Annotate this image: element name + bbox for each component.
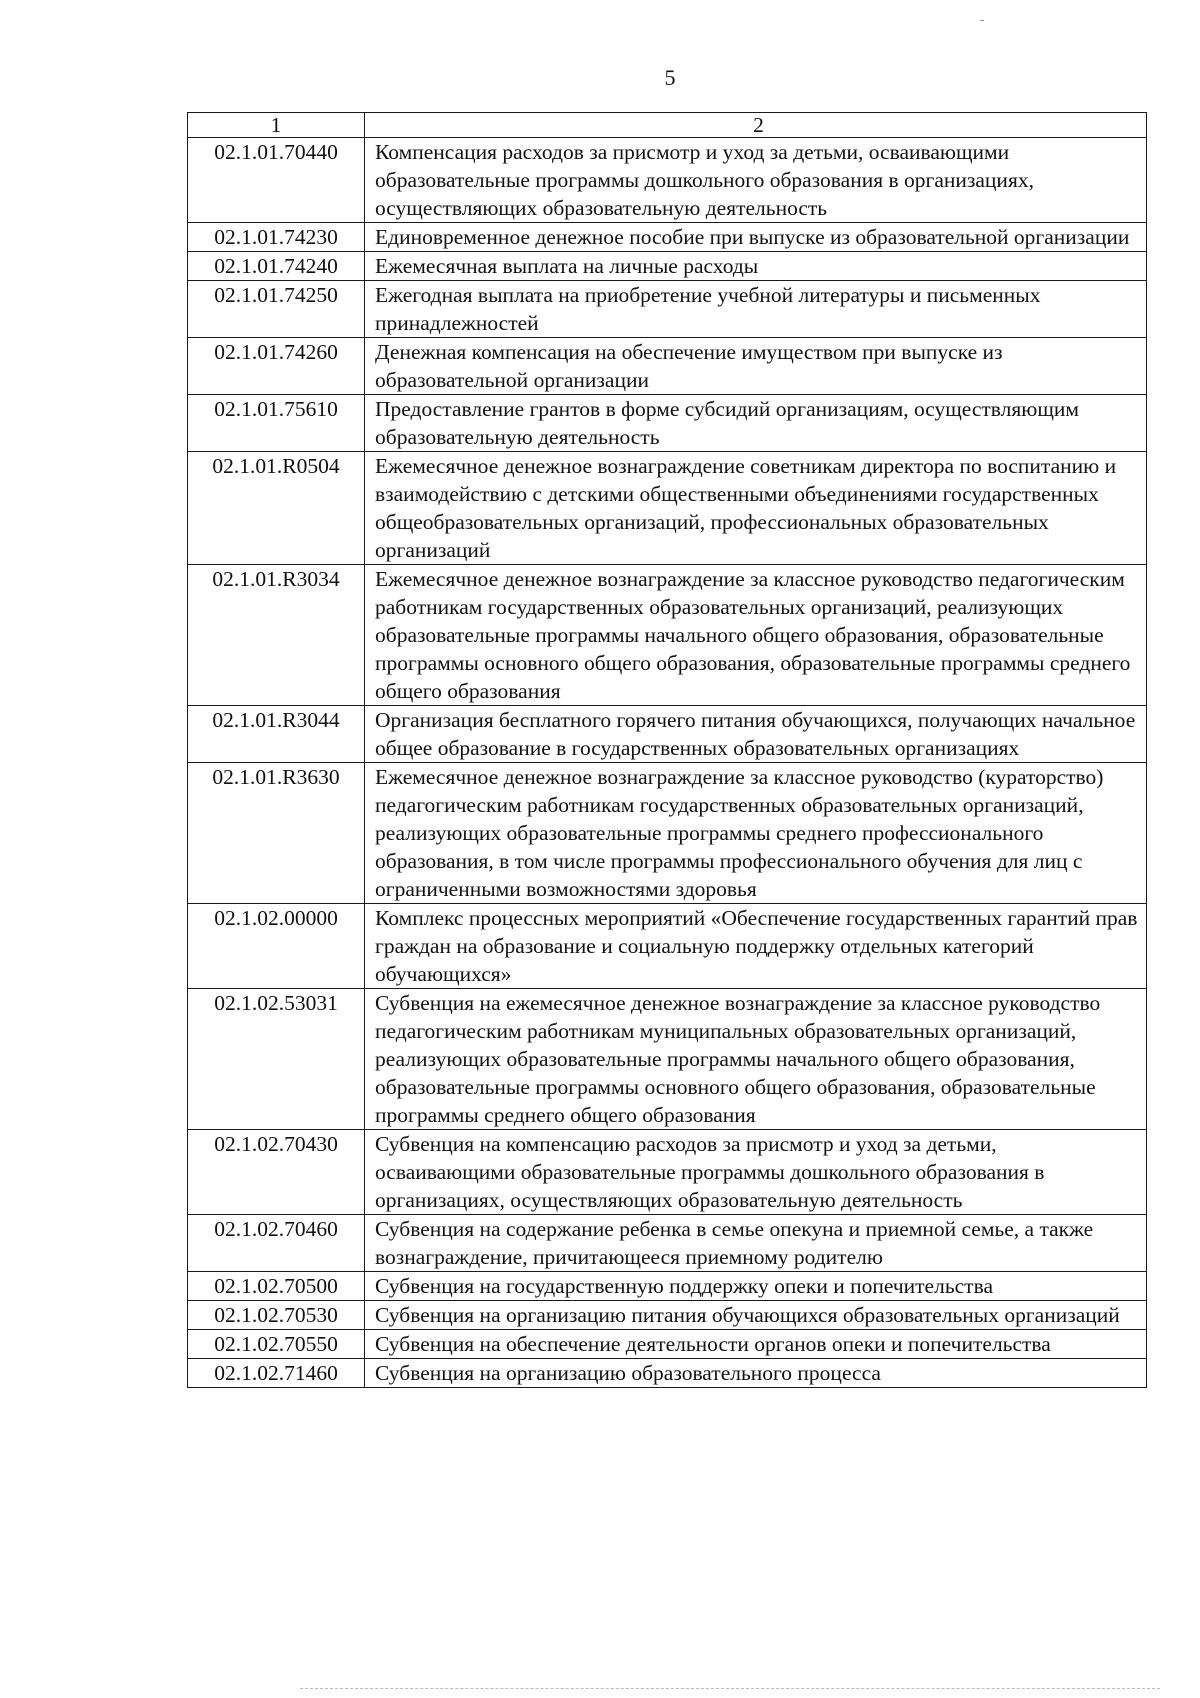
- table-row: [188, 1330, 1147, 1359]
- table-row: [188, 565, 1147, 706]
- cell-code: 02.1.02.70500: [188, 1272, 365, 1301]
- cell-code: 02.1.02.70550: [188, 1330, 365, 1359]
- cell-name: Субвенция на содержание ребенка в семье опекуна и приемной семье, а также вознаграждение, причитающееся приемному родителю: [365, 1215, 1147, 1272]
- cell-name: Ежемесячное денежное вознаграждение советникам директора по воспитанию и взаимодействию с детскими общественными объединениями государственных общеобразовательных организаций, профессиональных образовательных организаций: [365, 452, 1147, 565]
- table-row: [188, 223, 1147, 252]
- cell-code: 02.1.01.74240: [188, 252, 365, 281]
- cell-name: Субвенция на ежемесячное денежное вознаграждение за классное руководство педагогическим работникам муниципальных образовательных организаций, реализующих образовательные программы начального общего образования, образовательные программы основного общего образования, образовательные программы среднего общего образования: [365, 989, 1147, 1130]
- cell-code: 02.1.01.75610: [188, 395, 365, 452]
- table-row: [188, 1130, 1147, 1215]
- cell-name: Компенсация расходов за присмотр и уход за детьми, осваивающими образовательные программы дошкольного образования в организациях, осуществляющих образовательную деятельность: [365, 138, 1147, 223]
- table-row: [188, 989, 1147, 1130]
- cell-code: 02.1.02.70430: [188, 1130, 365, 1215]
- table-row: [188, 706, 1147, 763]
- table-body: [188, 113, 1147, 1388]
- cell-name: Субвенция на организацию образовательного процесса: [365, 1359, 1147, 1388]
- cell-name: Ежемесячное денежное вознаграждение за классное руководство (кураторство) педагогическим работникам государственных образовательных организаций, реализующих образовательные программы среднего профессионального образования, в том числе программы профессионального обучения для лиц с ограниченными возможностями здоровья: [365, 763, 1147, 904]
- table-row: [188, 281, 1147, 338]
- cell-name: Организация бесплатного горячего питания обучающихся, получающих начальное общее образование в государственных образовательных организациях: [365, 706, 1147, 763]
- table-row: [188, 338, 1147, 395]
- table-row: [188, 1215, 1147, 1272]
- table-row: [188, 1272, 1147, 1301]
- scan-artifact: [980, 20, 984, 21]
- cell-name: Ежегодная выплата на приобретение учебной литературы и письменных принадлежностей: [365, 281, 1147, 338]
- cell-name: Ежемесячная выплата на личные расходы: [365, 252, 1147, 281]
- cell-code: 02.1.01.70440: [188, 138, 365, 223]
- table-row: [188, 452, 1147, 565]
- cell-code: 02.1.01.R3630: [188, 763, 365, 904]
- header-cell-code: 1: [188, 113, 365, 138]
- cell-name: Субвенция на государственную поддержку опеки и попечительства: [365, 1272, 1147, 1301]
- cell-code: 02.1.01.R3044: [188, 706, 365, 763]
- cell-code: 02.1.02.71460: [188, 1359, 365, 1388]
- cell-code: 02.1.02.53031: [188, 989, 365, 1130]
- table-row: [188, 1301, 1147, 1330]
- cell-code: 02.1.01.74250: [188, 281, 365, 338]
- cell-code: 02.1.02.00000: [188, 904, 365, 989]
- cell-name: Субвенция на организацию питания обучающихся образовательных организаций: [365, 1301, 1147, 1330]
- table-row: [188, 395, 1147, 452]
- cell-code: 02.1.01.R3034: [188, 565, 365, 706]
- cell-name: Единовременное денежное пособие при выпуске из образовательной организации: [365, 223, 1147, 252]
- scan-artifact-bottom: [300, 1688, 1160, 1691]
- table-row: [188, 138, 1147, 223]
- table-row: [188, 763, 1147, 904]
- table-row: [188, 1359, 1147, 1388]
- cell-code: 02.1.02.70460: [188, 1215, 365, 1272]
- budget-classification-table: [187, 112, 1147, 1388]
- cell-code: 02.1.02.70530: [188, 1301, 365, 1330]
- cell-name: Денежная компенсация на обеспечение имуществом при выпуске из образовательной организации: [365, 338, 1147, 395]
- cell-name: Ежемесячное денежное вознаграждение за классное руководство педагогическим работникам государственных образовательных организаций, реализующих образовательные программы начального общего образования, образовательные программы основного общего образования, образовательные программы среднего общего образования: [365, 565, 1147, 706]
- cell-name: Предоставление грантов в форме субсидий организациям, осуществляющим образовательную деятельность: [365, 395, 1147, 452]
- cell-name: Субвенция на компенсацию расходов за присмотр и уход за детьми, осваивающими образовательные программы дошкольного образования в организациях, осуществляющих образовательную деятельность: [365, 1130, 1147, 1215]
- table-header-row: [188, 113, 1147, 138]
- cell-code: 02.1.01.R0504: [188, 452, 365, 565]
- cell-name: Комплекс процессных мероприятий «Обеспечение государственных гарантий прав граждан на образование и социальную поддержку отдельных категорий обучающихся»: [365, 904, 1147, 989]
- cell-code: 02.1.01.74230: [188, 223, 365, 252]
- page-number: 5: [664, 65, 676, 90]
- table-row: [188, 904, 1147, 989]
- table-row: [188, 252, 1147, 281]
- cell-code: 02.1.01.74260: [188, 338, 365, 395]
- header-cell-name: 2: [365, 113, 1147, 138]
- cell-name: Субвенция на обеспечение деятельности органов опеки и попечительства: [365, 1330, 1147, 1359]
